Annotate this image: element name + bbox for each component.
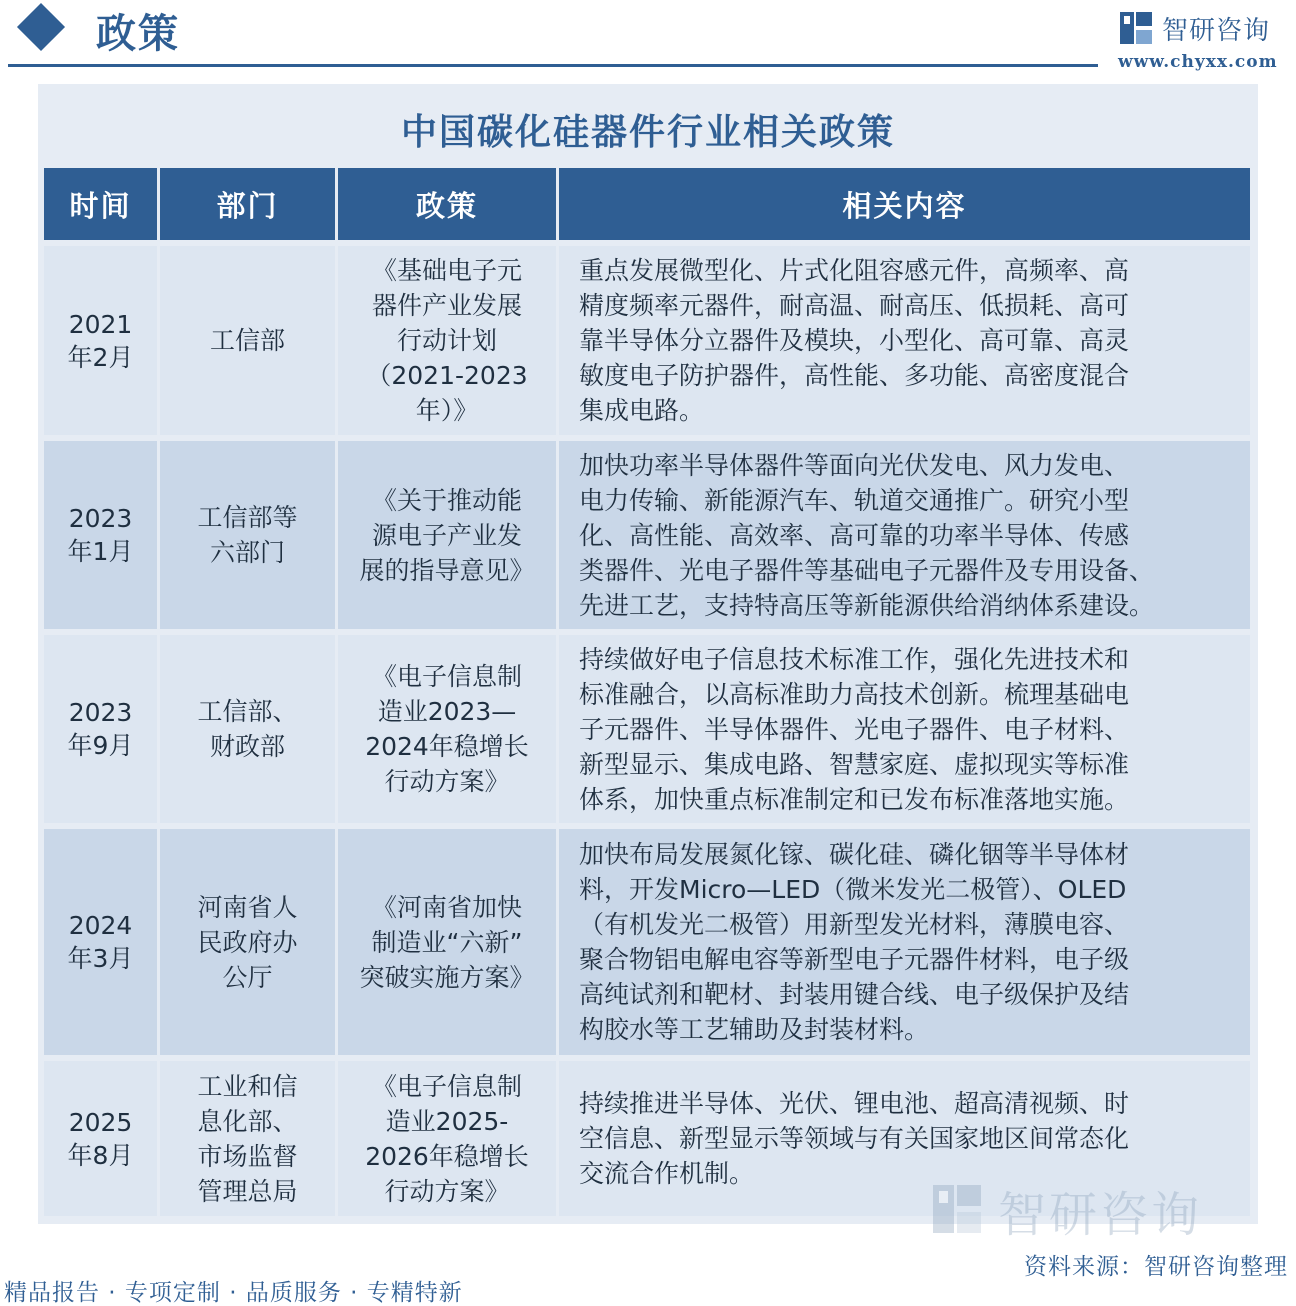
policy-table xyxy=(44,168,1250,1216)
cell-department: 工信部、 财政部 xyxy=(160,635,335,823)
cell-policy: 《电子信息制 造业2023— 2024年稳增长 行动方案》 xyxy=(338,635,556,823)
policy-table-panel xyxy=(38,84,1258,1224)
page-header xyxy=(0,0,1296,78)
cell-department: 工信部等 六部门 xyxy=(160,441,335,629)
header-divider xyxy=(8,64,1098,67)
brand-block xyxy=(1118,6,1288,72)
diamond-bullet-icon xyxy=(17,3,65,51)
column-header-time: 时间 xyxy=(44,168,157,240)
cell-policy: 《河南省加快 制造业“六新” 突破实施方案》 xyxy=(338,829,556,1055)
table-header-row xyxy=(44,168,1250,246)
cell-time: 2024 年3月 xyxy=(44,829,157,1055)
watermark-logo-icon xyxy=(930,1182,984,1236)
table-row xyxy=(44,635,1250,829)
cell-content: 重点发展微型化、片式化阻容感元件，高频率、高 精度频率元器件，耐高温、耐高压、低损耗、高可 靠半导体分立器件及模块，小型化、高可靠、高灵 敏度电子防护器件，高性能、多功能、高密度混合 集成电路。 xyxy=(559,246,1250,435)
brand-url: www.chyxx.com xyxy=(1118,52,1278,72)
brand-name: 智研咨询 xyxy=(1162,16,1271,46)
cell-department: 工业和信 息化部、 市场监督 管理总局 xyxy=(160,1061,335,1216)
cell-time: 2023 年1月 xyxy=(44,441,157,629)
watermark xyxy=(930,1176,1270,1246)
cell-content: 持续做好电子信息技术标准工作，强化先进技术和 标准融合，以高标准助力高技术创新。梳理基础电 子元器件、半导体器件、光电子器件、电子材料、 新型显示、集成电路、智慧家庭、虚拟现实等标准 体系，加快重点标准制定和已发布标准落地实施。 xyxy=(559,635,1250,823)
footer-slogan: 精品报告 · 专项定制 · 品质服务 · 专精特新 xyxy=(4,1280,463,1306)
cell-policy: 《关于推动能 源电子产业发 展的指导意见》 xyxy=(338,441,556,629)
table-row xyxy=(44,441,1250,635)
table-row xyxy=(44,246,1250,441)
cell-time: 2025 年8月 xyxy=(44,1061,157,1216)
cell-content: 持续推进半导体、光伏、锂电池、超高清视频、时 空信息、新型显示等领域与有关国家地区间常态化 交流合作机制。 xyxy=(559,1061,1250,1216)
brand-logo-icon xyxy=(1118,10,1154,46)
cell-policy: 《电子信息制 造业2025- 2026年稳增长 行动方案》 xyxy=(338,1061,556,1216)
table-row xyxy=(44,829,1250,1061)
cell-content: 加快功率半导体器件等面向光伏发电、风力发电、 电力传输、新能源汽车、轨道交通推广。研究小型 化、高性能、高效率、高可靠的功率半导体、传感 类器件、光电子器件等基础电子元器件及专用设备、 先进工艺，支持特高压等新能源供给消纳体系建设。 xyxy=(559,441,1250,629)
column-header-department: 部门 xyxy=(160,168,335,240)
table-title: 中国碳化硅器件行业相关政策 xyxy=(400,111,895,153)
column-header-policy: 政策 xyxy=(338,168,556,240)
cell-department: 河南省人 民政府办 公厅 xyxy=(160,829,335,1055)
cell-policy: 《基础电子元 器件产业发展 行动计划 （2021-2023 年）》 xyxy=(338,246,556,435)
column-header-content: 相关内容 xyxy=(559,168,1250,240)
footer-source: 资料来源：智研咨询整理 xyxy=(1024,1254,1288,1280)
cell-time: 2023 年9月 xyxy=(44,635,157,823)
cell-content: 加快布局发展氮化镓、碳化硅、磷化铟等半导体材 料，开发Micro—LED（微米发光二极管）、OLED （有机发光二极管）用新型发光材料，薄膜电容、 聚合物铝电解电容等新型电子元器件材料，电子级 高纯试剂和靶材、封装用键合线、电子级保护及结 构胶水等工艺辅助及封装材料。 xyxy=(559,829,1250,1055)
cell-department: 工信部 xyxy=(160,246,335,435)
cell-time: 2021 年2月 xyxy=(44,246,157,435)
watermark-text: 智研咨询 xyxy=(998,1187,1203,1243)
section-title: 政策 xyxy=(96,10,180,57)
